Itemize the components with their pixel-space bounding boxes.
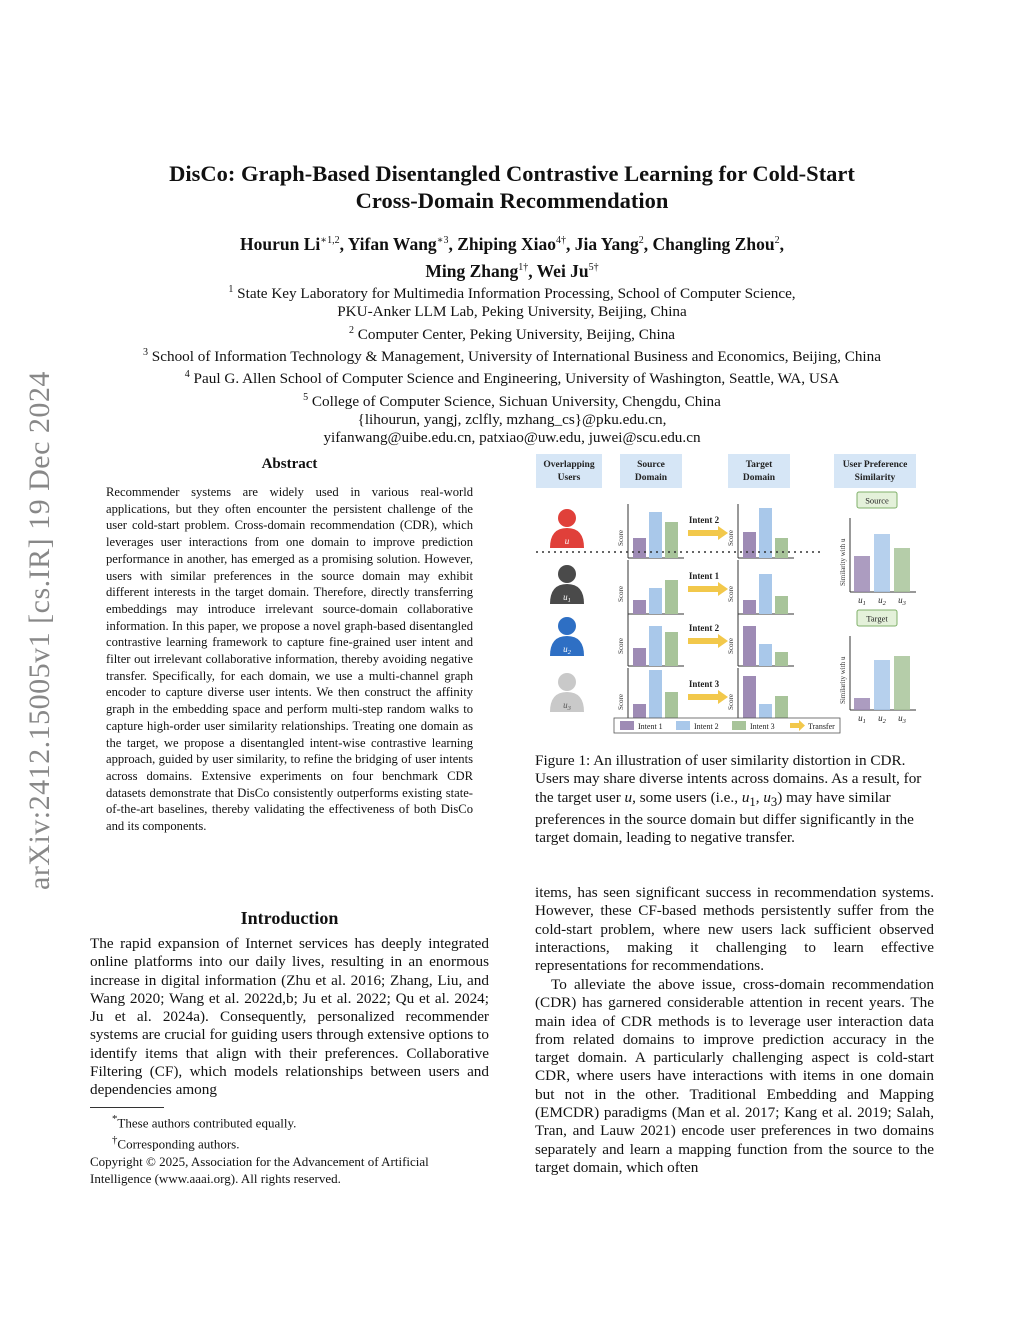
title-line-2: Cross-Domain Recommendation — [355, 188, 669, 213]
figure-header-label: Users — [557, 473, 581, 483]
source-bar — [633, 538, 646, 558]
transfer-arrow-shaft — [688, 694, 718, 700]
affil-number: 2 — [348, 324, 354, 336]
target-bar — [759, 574, 772, 614]
transfer-arrow-shaft — [688, 638, 718, 644]
author-sup: ∗3 — [436, 235, 449, 246]
paper-title — [80, 160, 944, 214]
author-name: Wei Ju — [536, 260, 589, 281]
legend-label: Transfer — [808, 722, 835, 731]
target-bar — [759, 644, 772, 666]
source-bar — [649, 512, 662, 558]
source-bar — [649, 588, 662, 614]
similarity-user-label: $u_2$ — [878, 713, 886, 725]
similarity-axis-label: Similarity with u — [839, 656, 847, 704]
title-line-1: DisCo: Graph-Based Disentangled Contrastive Learning for Cold-Start — [169, 161, 855, 186]
similarity-bar — [874, 660, 890, 710]
similarity-user-label: $u_3$ — [898, 595, 906, 607]
footnote-rule — [90, 1107, 164, 1108]
target-bar — [743, 600, 756, 614]
footnote-equal: These authors contributed equally. — [117, 1115, 297, 1131]
similarity-bar — [854, 698, 870, 710]
transfer-arrow-shaft — [688, 586, 718, 592]
figure-header-label: Overlapping — [543, 460, 595, 470]
author-sup: 2 — [774, 235, 780, 246]
similarity-axis-label: Similarity with u — [839, 538, 847, 586]
source-bar — [665, 522, 678, 558]
affil-line: College of Computer Science, Sichuan University, Chengdu, China — [311, 392, 721, 410]
affil-line: Computer Center, Peking University, Beijing, China — [357, 325, 676, 343]
score-label: Score — [727, 530, 735, 546]
author-name: Yifan Wang — [347, 233, 437, 254]
figure-header-label: Similarity — [854, 473, 896, 483]
similarity-bar — [894, 656, 910, 710]
target-bar — [775, 596, 788, 614]
similarity-user-label: $u_3$ — [898, 713, 906, 725]
affil-number: 4 — [184, 369, 190, 381]
score-label: Score — [727, 694, 735, 710]
transfer-intent-label: Intent 3 — [688, 679, 720, 689]
source-bar — [665, 580, 678, 614]
affil-number: 1 — [228, 284, 234, 295]
similarity-bar — [854, 556, 870, 592]
abstract-body: Recommender systems are widely used in various real-world applications, but they often encounter the persistent challenge of the user cold-start problem. Cross-domain recommendation (CDR), which leverages user interactions from one domain to improve prediction performance in another, has emerged as a promising solution. However, users with similar preferences in the source domain may exhibit different interests in the target domain. Therefore, directly transferring embeddings may introduce irrelevant source-domain collaborative information. In this paper, we propose a novel graph-based disentangled contrastive learning framework to capture fine-grained user intent and filter out irrelevant collaborative information, thereby avoiding negative transfer. Specifically, for each domain, we use a multi-channel graph encoder to capture diverse user intents. We then construct the affinity graph in the embedding space and perform multi-step random walks to capture high-order user similarity relationships. Treating one domain as the target, we propose a disentangled intent-wise contrastive learning approach, guided by user similarity, to refine the bridging of user intents across domains. Extensive experiments on four benchmark CDR datasets demonstrate that DisCo consistently outperforms existing state-of-the-art baselines, thereby validating the effectiveness of both DisCo and its components. — [106, 485, 473, 834]
figure-header-label: Domain — [742, 473, 776, 483]
legend-label: Intent 1 — [638, 722, 663, 731]
user-icon-head — [558, 509, 576, 527]
user-label: $u_3$ — [563, 700, 571, 712]
user-label: $u_2$ — [563, 644, 571, 656]
introduction-paragraph: The rapid expansion of Internet services has deeply integrated online platforms into our daily lives, resulting in an enormous increase in digital information (Zhu et al. 2016; Zhang, Liu, and Wang 2020; Wang et al. 2022d,b; Ju et al. 2022; Qu et al. 2024; Ju et al. 2024a). Consequently, personalized recommender systems are crucial for guiding users through extensive options to identify items that align with their preferences. Collaborative Filtering (CF), which models relationships between users and dependencies among — [90, 935, 489, 1099]
abstract-heading: Abstract — [261, 456, 318, 472]
author-list: Hourun $Li^{∗1,2}$, Yifan Wang$^{∗3}$, Zhiping Xiao$^{4\dagger}$, Jia Yang$^2$, Changling Zhou$^2$, Ming Zhang$^{1\dagger}$, Wei $Ju^{5\dagger}$ — [240, 233, 784, 281]
legend-swatch — [620, 721, 634, 730]
target-bar — [775, 538, 788, 558]
legend-swatch — [676, 721, 690, 730]
source-bar — [633, 600, 646, 614]
legend-label: Intent 3 — [750, 722, 775, 731]
figure-header-label: Domain — [634, 473, 668, 483]
source-bar — [649, 670, 662, 722]
score-label: Score — [617, 694, 625, 710]
author-name: Jia Yang — [574, 233, 639, 254]
user-icon-head — [558, 617, 576, 635]
footnotes: *These authors contributed equally. †Corresponding authors. Copyright © 2025, Association for the Advancement of Artificial Intelligence (www.aaai.org). All rights reserved. — [90, 1111, 489, 1188]
user-label: u — [564, 536, 570, 546]
affil-line: PKU-Anker LLM Lab, Peking University, Beijing, China — [337, 303, 687, 321]
figure-1 — [532, 452, 932, 740]
target-bar — [743, 676, 756, 722]
transfer-intent-label: Intent 2 — [688, 515, 720, 525]
author-sup: ∗1,2 — [320, 235, 340, 246]
transfer-arrow-shaft — [688, 530, 718, 536]
target-bar — [743, 626, 756, 666]
user-label: $u_1$ — [563, 592, 571, 604]
target-bar — [759, 508, 772, 558]
similarity-user-label: $u_1$ — [858, 595, 866, 607]
author-name: Hourun Li — [240, 233, 321, 254]
similarity-domain-label: Source — [865, 495, 889, 506]
email-line: {lihourun, yangj, zclfly, mzhang_cs}@pku.edu.cn, — [357, 411, 667, 429]
similarity-user-label: $u_2$ — [878, 595, 886, 607]
author-name: Zhiping Xiao — [457, 233, 556, 254]
affiliations — [40, 281, 984, 448]
user-icon-head — [558, 565, 576, 583]
figure-header-label: Source — [637, 460, 665, 470]
figure-header-label: User Preference — [842, 460, 908, 470]
author-sup: 2 — [638, 235, 644, 246]
figure-header-label: Target — [745, 460, 773, 470]
source-bar — [665, 692, 678, 722]
author-name: Changling Zhou — [652, 233, 775, 254]
score-label: Score — [617, 530, 625, 546]
right-paragraph-2: To alleviate the above issue, cross-domain recommendation (CDR) has garnered considerable attention in recent years. The main idea of CDR methods is to leverage user interaction data from related domains to improve prediction accuracy in the target domain. A particularly challenging aspect is cold-start CDR, where users have interactions with items in one domain but not in the other. Traditional Embedding and Mapping (EMCDR) paradigms (Man et al. 2017; Kang et al. 2019; Salah, Tran, and Lauw 2021) encode user preferences in two domains separately and learn a mapping function from the source to the target domain, which often — [535, 976, 934, 1176]
score-label: Score — [727, 586, 735, 602]
score-label: Score — [727, 638, 735, 654]
transfer-intent-label: Intent 2 — [688, 623, 720, 633]
affil-number: 5 — [303, 391, 309, 403]
right-paragraph-1: items, has seen significant success in recommendation systems. However, these CF-based methods persistently suffer from the cold-start problem, where new users lack sufficient observed interactions, making it challenging to learn effective representations for recommendations. — [535, 884, 934, 975]
user-icon-head — [558, 673, 576, 691]
figure-caption: Figure 1: An illustration of user similarity distortion in CDR. Users may share diverse intents across domains. As a result, for the target user u, some users (i.e., $u_1$, $u_3$) may have similar preferences in the source domain but differ significantly in the target domain, leading to negative transfer. — [535, 752, 922, 847]
author-sup: 4† — [555, 235, 566, 246]
affil-line: School of Information Technology & Management, University of International Business and Economics, Beijing, China — [151, 348, 881, 366]
legend-label: Intent 2 — [694, 722, 719, 731]
author-sup: 1† — [518, 261, 529, 273]
introduction-heading: Introduction — [240, 908, 339, 928]
similarity-bar — [874, 534, 890, 592]
footnote-corresponding: Corresponding authors. — [117, 1136, 240, 1152]
score-label: Score — [617, 638, 625, 654]
similarity-user-label: $u_1$ — [858, 713, 866, 725]
target-bar — [775, 652, 788, 666]
similarity-bar — [894, 548, 910, 592]
target-bar — [743, 532, 756, 558]
source-bar — [665, 632, 678, 666]
legend-swatch — [732, 721, 746, 730]
author-sup: 5† — [588, 261, 599, 273]
email-line: yifanwang@uibe.edu.cn, patxiao@uw.edu, juwei@scu.edu.cn — [323, 429, 701, 447]
source-bar — [649, 626, 662, 666]
author-name: Ming Zhang — [425, 260, 519, 281]
copyright-notice: Copyright © 2025, Association for the Advancement of Artificial Intelligence (www.aaai.org). All rights reserved. — [90, 1153, 429, 1187]
transfer-intent-label: Intent 1 — [688, 571, 720, 581]
score-label: Score — [617, 586, 625, 602]
source-bar — [633, 648, 646, 666]
similarity-domain-label: Target — [866, 613, 888, 624]
arxiv-stamp: arXiv:2412.15005v1 [cs.IR] 19 Dec 2024 — [23, 371, 56, 890]
affil-line: Paul G. Allen School of Computer Science and Engineering, University of Washington, Seattle, WA, USA — [193, 370, 840, 388]
affil-line: State Key Laboratory for Multimedia Information Processing, School of Computer Science, — [237, 285, 796, 303]
affil-number: 3 — [142, 347, 148, 359]
